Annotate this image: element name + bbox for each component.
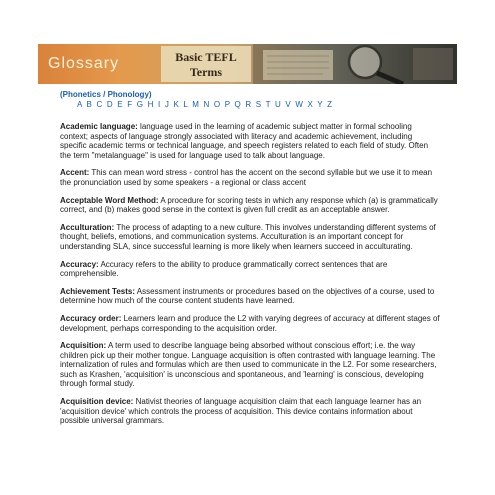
entry-definition: A term used to describe language being absorbed without conscious effort; i.e. the way children pick up their mother tongue. Language acquisition is often contrasted with language learning. The internalization of rules and formulas which are then used to communicate in the L2. For some researchers, such as Krashen, 'acquisition' is unconscious and spontaneous, and 'learning' is conscious, developing through formal study. [60, 341, 437, 389]
glossary-entry [60, 223, 440, 252]
glossary-entry [60, 397, 440, 426]
glossary-entry [60, 314, 440, 333]
glossary-label: Glossary [48, 55, 120, 72]
banner-title-line2: Terms [189, 65, 223, 79]
glossary-entry [60, 341, 440, 389]
glossary-entry [60, 168, 440, 187]
entry-term: Accuracy order: [60, 313, 122, 323]
glossary-navigation [60, 90, 333, 109]
entry-definition: A procedure for scoring tests in which any response which (a) is grammatically correct, and (b) makes good sense in the context is given full credit as an acceptable answer. [60, 195, 438, 215]
header-banner [38, 44, 457, 84]
glossary-entry [60, 122, 440, 160]
entry-term: Achievement Tests: [60, 286, 135, 296]
section-subtitle[interactable]: (Phonetics / Phonology) [60, 90, 152, 99]
entry-term: Acquisition: [60, 341, 107, 351]
banner-title-line1: Basic TEFL [175, 50, 237, 64]
entry-definition: Nativist theories of language acquisition claim that each language learner has an 'acquisition device' which controls the process of acquisition. This device contains information about possible universal grammars. [60, 397, 422, 426]
entry-definition: Assessment instruments or procedures based on the objectives of a course, used to determine how much of the course content students have learned. [60, 286, 435, 306]
entry-term: Acculturation: [60, 222, 115, 232]
entry-term: Accent: [60, 168, 90, 178]
entry-definition: This can mean word stress - control has the accent on the second syllable but we use it to mean the pronunciation used by some speakers - a regional or class accent [60, 168, 433, 187]
glossary-entry [60, 196, 440, 215]
entry-term: Academic language: [60, 122, 138, 131]
entry-definition: Accuracy refers to the ability to produce grammatically correct sentences that are comprehensible. [60, 259, 388, 279]
entry-definition: Learners learn and produce the L2 with varying degrees of accuracy at different stages of development, perhaps corresponding to the acquisition order. [60, 313, 440, 333]
glossary-entry [60, 260, 440, 279]
magnifier-book-image [253, 44, 457, 84]
entry-term: Acquisition device: [60, 397, 134, 407]
glossary-entries [60, 122, 440, 434]
entry-term: Acceptable Word Method: [60, 195, 159, 205]
alphabet-index[interactable]: A B C D E F G H I J K L M N O P Q R S T U V W X Y Z [77, 100, 334, 109]
entry-term: Accuracy: [60, 259, 99, 269]
entry-definition: The process of adapting to a new culture. This involves understanding different systems of thought, beliefs, emotions, and communication systems. Acculturation is an important concept for understanding SLA, since successful learning is more likely when learners succeed in acculturating. [60, 222, 436, 251]
title-box [161, 46, 251, 82]
glossary-entry [60, 287, 440, 306]
entry-definition: language used in the learning of academic subject matter in formal schooling context; aspects of language strongly associated with literacy and academic achievement, including specific academic terms or technical language, and speech registers related to each field of study. Often the term "metalanguage" is used for language used to talk about language. [60, 122, 429, 160]
